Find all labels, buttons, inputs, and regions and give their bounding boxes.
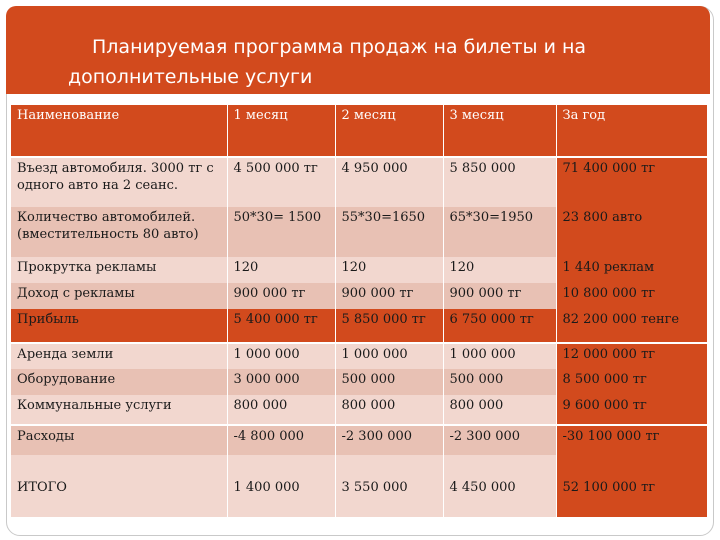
- table-cell: 50*30= 1500: [227, 207, 335, 257]
- table-cell: 900 000 тг: [335, 283, 443, 309]
- sales-table: [11, 105, 707, 517]
- table-cell: 65*30=1950: [443, 207, 556, 257]
- table-cell: 5 850 000: [443, 157, 556, 207]
- table-cell: 3 550 000: [335, 455, 443, 517]
- table-cell: 5 850 000 тг: [335, 309, 443, 343]
- table-cell: 120: [443, 257, 556, 283]
- table-cell: 9 600 000 тг: [556, 395, 707, 425]
- table-cell: Аренда земли: [11, 343, 227, 369]
- table-cell: 900 000 тг: [443, 283, 556, 309]
- table-cell: 6 750 000 тг: [443, 309, 556, 343]
- table-cell: 55*30=1650: [335, 207, 443, 257]
- table-cell: Прибыль: [11, 309, 227, 343]
- table-cell: 52 100 000 тг: [556, 455, 707, 517]
- table-cell: 800 000: [335, 395, 443, 425]
- table-cell: Доход с рекламы: [11, 283, 227, 309]
- slide-title-line-2: дополнительные услуги: [68, 66, 313, 88]
- table-cell: ИТОГО: [11, 455, 227, 517]
- header-cell-month-3: 3 месяц: [443, 105, 556, 157]
- table-cell: Въезд автомобиля. 3000 тг с одного авто на 2 сеанс.: [11, 157, 227, 207]
- table-cell: -2 300 000: [443, 425, 556, 455]
- table-row-total: [11, 455, 707, 517]
- table-cell: 4 500 000 тг: [227, 157, 335, 207]
- table-cell: 4 450 000: [443, 455, 556, 517]
- table-cell: 8 500 000 тг: [556, 369, 707, 395]
- table-row: [11, 395, 707, 425]
- table-row: [11, 309, 707, 343]
- table-cell: 500 000: [443, 369, 556, 395]
- table-cell: 5 400 000 тг: [227, 309, 335, 343]
- table-row: [11, 207, 707, 257]
- table-cell: 1 000 000: [335, 343, 443, 369]
- table-cell: Расходы: [11, 425, 227, 455]
- table-cell: 3 000 000: [227, 369, 335, 395]
- table-cell: 120: [335, 257, 443, 283]
- table-row: [11, 369, 707, 395]
- table-cell: 10 800 000 тг: [556, 283, 707, 309]
- table-cell: 1 400 000: [227, 455, 335, 517]
- table-cell: -4 800 000: [227, 425, 335, 455]
- table-cell: Оборудование: [11, 369, 227, 395]
- table-cell: 800 000: [227, 395, 335, 425]
- header-cell-year: За год: [556, 105, 707, 157]
- table-cell: -30 100 000 тг: [556, 425, 707, 455]
- table-row: [11, 283, 707, 309]
- table-cell: Прокрутка рекламы: [11, 257, 227, 283]
- header-cell-month-2: 2 месяц: [335, 105, 443, 157]
- table-cell: 1 000 000: [443, 343, 556, 369]
- table-cell: -2 300 000: [335, 425, 443, 455]
- table-row: [11, 157, 707, 207]
- table-cell: 82 200 000 тенге: [556, 309, 707, 343]
- slide-title-line-1: Планируемая программа продаж на билеты и на: [92, 36, 587, 58]
- table-cell: 500 000: [335, 369, 443, 395]
- title-bar: [6, 6, 710, 94]
- table-row: [11, 257, 707, 283]
- header-cell-name: Наименование: [11, 105, 227, 157]
- table-cell: 1 440 реклам: [556, 257, 707, 283]
- table-cell: 900 000 тг: [227, 283, 335, 309]
- table-cell: 23 800 авто: [556, 207, 707, 257]
- table-cell: 4 950 000: [335, 157, 443, 207]
- header-cell-month-1: 1 месяц: [227, 105, 335, 157]
- table-cell: Коммунальные услуги: [11, 395, 227, 425]
- table-header-row: [11, 105, 707, 157]
- table-cell: 1 000 000: [227, 343, 335, 369]
- table-cell: 800 000: [443, 395, 556, 425]
- table-cell: 71 400 000 тг: [556, 157, 707, 207]
- table-row: [11, 425, 707, 455]
- table-cell: 120: [227, 257, 335, 283]
- table-cell: Количество автомобилей. (вместительность 80 авто): [11, 207, 227, 257]
- table-cell: 12 000 000 тг: [556, 343, 707, 369]
- slide-title: [68, 32, 688, 92]
- table-row: [11, 343, 707, 369]
